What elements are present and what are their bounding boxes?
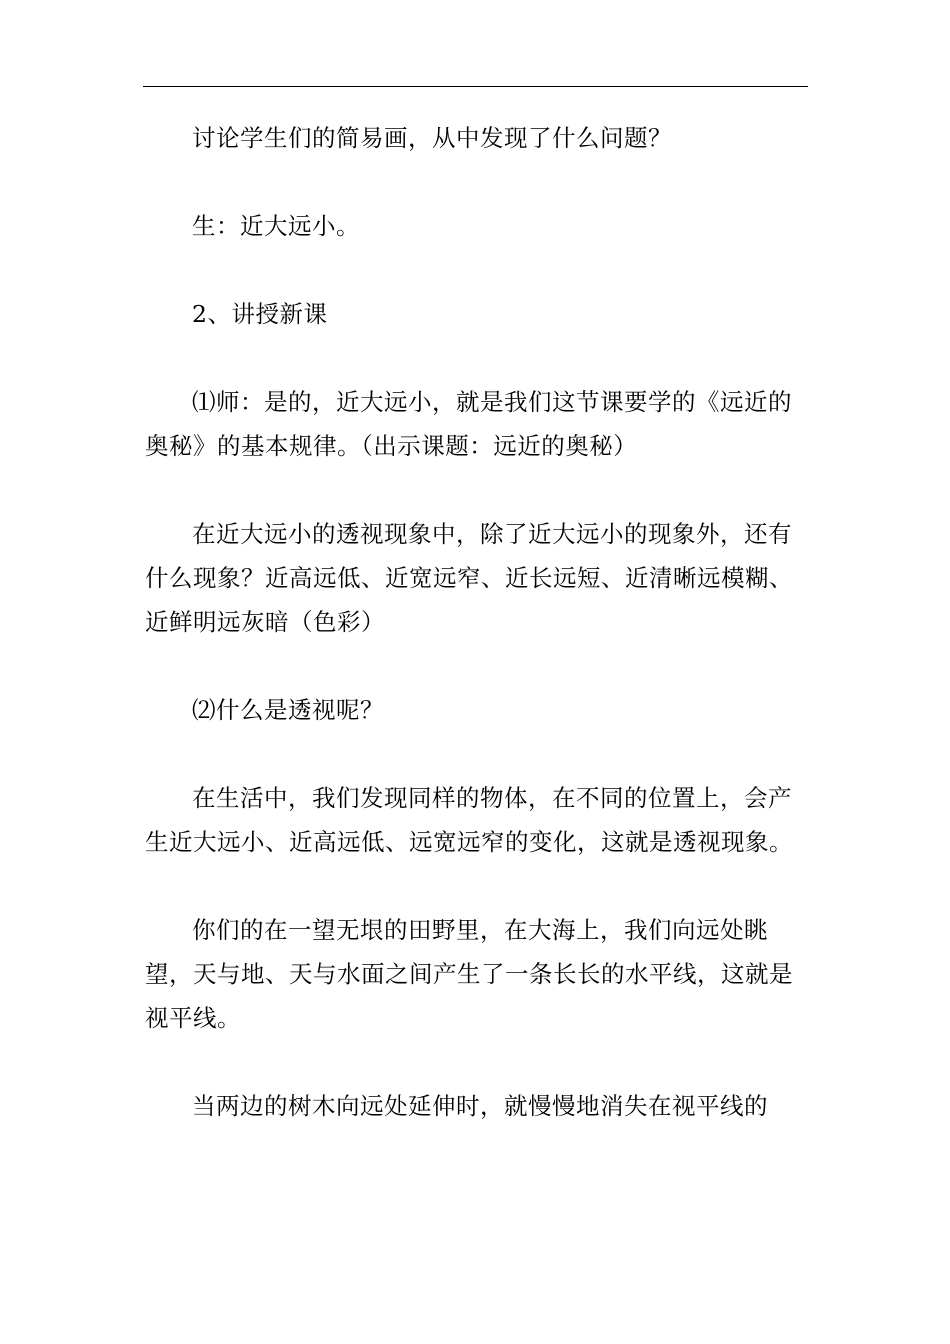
paragraph-section-heading: 2、讲授新课 xyxy=(192,300,328,328)
paragraph-horizon-line: 你们的在一望无垠的田野里，在大海上，我们向远处眺望，天与地、天与水面之间产生了一条长长的水平线，这就是视平线。 xyxy=(145,916,793,1032)
document-body xyxy=(145,116,810,1172)
header-rule xyxy=(143,86,808,87)
paragraph-discussion-question: 讨论学生们的简易画，从中发现了什么问题？ xyxy=(192,124,672,152)
paragraph-perspective-phenomena: 在近大远小的透视现象中，除了近大远小的现象外，还有什么现象？近高远低、近宽远窄、近长远短、近清晰远模糊、近鲜明远灰暗（色彩） xyxy=(145,520,793,636)
paragraph-what-is-perspective: ⑵什么是透视呢？ xyxy=(192,696,384,724)
paragraph-teacher-intro: ⑴师：是的，近大远小，就是我们这节课要学的《远近的奥秘》的基本规律。（出示课题：远近的奥秘） xyxy=(145,388,792,460)
paragraph-perspective-definition: 在生活中，我们发现同样的物体，在不同的位置上，会产生近大远小、近高远低、远宽远窄的变化，这就是透视现象。 xyxy=(145,784,793,856)
paragraph-trees-vanishing: 当两边的树木向远处延伸时，就慢慢地消失在视平线的 xyxy=(192,1092,768,1120)
paragraph-student-answer: 生：近大远小。 xyxy=(192,212,360,240)
